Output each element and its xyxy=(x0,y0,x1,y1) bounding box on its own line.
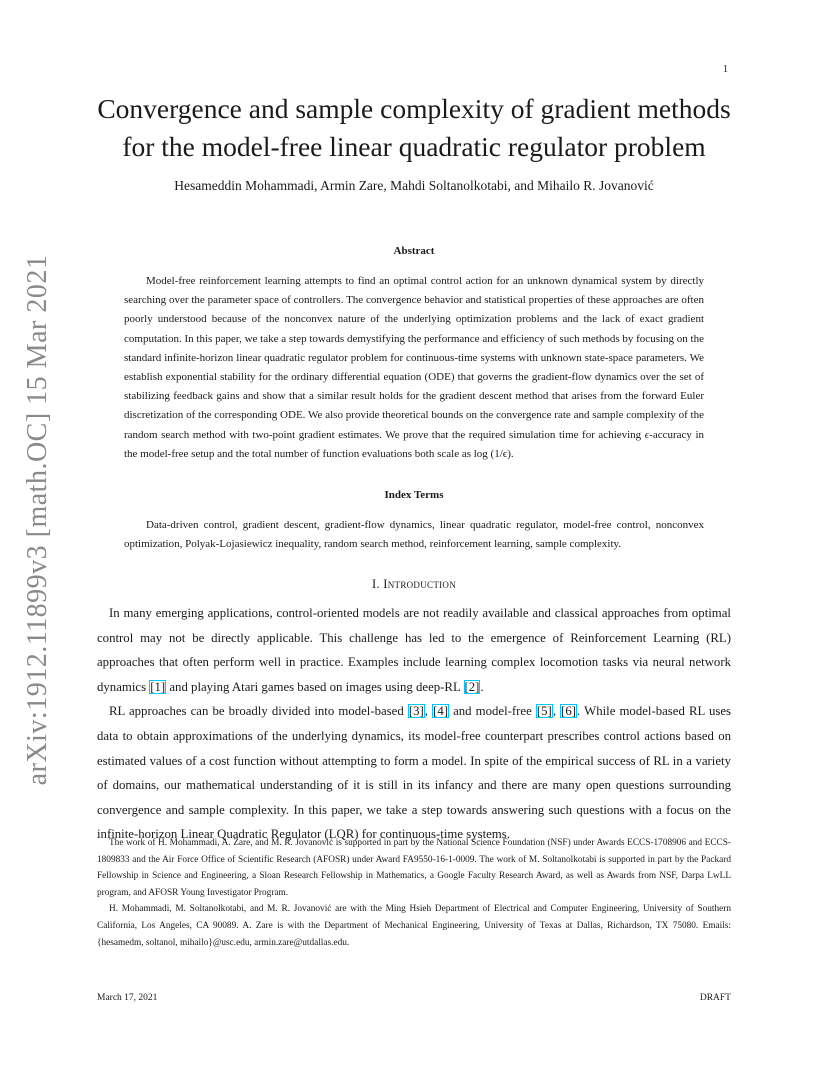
abstract-main: Model-free reinforcement learning attempts to find an optimal control action for an unknown dynamical system by directly searching over the parameter space of controllers. The convergence behavior and statistical properties of these approaches are often poorly understood because of the nonconvex nature of the underlying optimization problems and the lack of exact gradient computation. In this paper, we take a step towards demystifying the performance and efficiency of such methods by focusing on the standard infinite-horizon linear quadratic regulator problem for continuous-time systems with unknown state-space parameters. We establish exponential stability for the ordinary differential equation (ODE) that governs the gradient-flow dynamics over the set of stabilizing feedback gains and show that a similar result holds for the gradient descent method that arises from the forward Euler discretization of the corresponding ODE. We also provide theoretical bounds on the convergence rate and sample complexity of the random search method with two-point gradient estimates. We prove that the required simulation time for achieving xyxy=(124,275,704,441)
abstract-tail: -accuracy in the model-free setup and the total number of function evaluations both scale as xyxy=(124,428,705,460)
title-line-2: for the model-free linear quadratic regulator problem xyxy=(122,131,706,162)
author-list: Hesameddin Mohammadi, Armin Zare, Mahdi Soltanolkotabi, and Mihailo R. Jovanović xyxy=(174,178,654,193)
citation-link-3[interactable]: [3] xyxy=(408,704,424,719)
abstract-heading: Abstract xyxy=(393,245,435,257)
arxiv-identifier-stamp[interactable]: arXiv:1912.11899v3 [math.OC] 15 Mar 2021 xyxy=(22,254,53,786)
title-line-1: Convergence and sample complexity of gradient methods xyxy=(97,93,731,124)
epsilon-symbol: ϵ xyxy=(644,428,650,441)
intro-p1-text-c: . xyxy=(480,679,484,694)
intro-p1-text-b: and playing Atari games based on images using deep-RL xyxy=(166,679,464,694)
paper-title xyxy=(60,90,768,166)
index-terms-text: Data-driven control, gradient descent, gradient-flow dynamics, linear quadratic regulator, model-free control, nonconvex optimization, Polyak-Lojasiewicz inequality, random search method, reinforcement learning, sample complexity. xyxy=(124,519,704,551)
abstract-text xyxy=(124,272,704,464)
intro-p2-separator-2: , xyxy=(552,704,561,719)
citation-link-1[interactable]: [1] xyxy=(150,679,166,694)
index-terms-heading: Index Terms xyxy=(384,489,444,501)
page-number: 1 xyxy=(723,64,728,75)
introduction-heading: I. Introduction xyxy=(371,577,457,591)
intro-paragraph-2 xyxy=(97,699,731,847)
introduction-body xyxy=(97,601,731,847)
footer-draft-label: DRAFT xyxy=(699,993,731,1003)
intro-p2-separator-1: , xyxy=(424,704,433,719)
footer-date: March 17, 2021 xyxy=(97,993,158,1003)
intro-p1-text-a: In many emerging applications, control-oriented models are not readily available and classical approaches from optimal control may not be directly applicable. This challenge has led to the emergence of Reinforcement Learning (RL) approaches that often perform well in practice. Examples include learning complex locomotion tasks via neural network dynamics xyxy=(97,606,731,694)
intro-p2-text-c: . While model-based RL uses data to obtain approximations of the underlying dynamics, its model-free counterpart prescribes control actions based on estimated values of a cost function without attempting to form a model. In spite of the empirical success of RL in a variety of domains, our mathematical understanding of it is still in its infancy and there are many open questions surrounding convergence and sample complexity. In this paper, we take a step towards answering such questions with a focus on the infinite-horizon Linear Quadratic Regulator (LQR) for continuous-time systems. xyxy=(97,704,731,842)
footnotes xyxy=(97,835,731,951)
log-expression: log (1/ϵ) xyxy=(473,447,511,460)
intro-p2-text-b: and model-free xyxy=(448,704,536,719)
intro-p2-text-a: RL approaches can be broadly divided into model-based xyxy=(109,704,408,719)
citation-link-2[interactable]: [2] xyxy=(464,679,480,694)
intro-paragraph-1 xyxy=(97,601,731,699)
citation-link-5[interactable]: [5] xyxy=(536,704,552,719)
citation-link-6[interactable]: [6] xyxy=(561,704,577,719)
footnote-affiliations: H. Mohammadi, M. Soltanolkotabi, and M. R. Jovanović are with the Ming Hsieh Department of Electrical and Computer Engineering, University of Southern California, Los Angeles, CA 90089. A. Zare is with the Department of Mechanical Engineering, University of Texas at Dallas, Richardson, TX 75080. Emails: {hesamedm, soltanol, mihailo}@usc.edu, armin.zare@utdallas.edu. xyxy=(97,904,731,948)
footnote-funding: The work of H. Mohammadi, A. Zare, and M. R. Jovanović is supported in part by the National Science Foundation (NSF) under Awards ECCS-1708906 and ECCS-1809833 and the Air Force Office of Scientific Research (AFOSR) under Award FA9550-16-1-0009. The work of M. Soltanolkotabi is supported in part by the Packard Fellowship in Science and Engineering, a Sloan Research Fellowship in Mathematics, a Google Faculty Research Award, as well as Awards from NSF, Darpa LwLL program, and AFOSR Young Investigator Program. xyxy=(97,838,731,898)
abstract-end: . xyxy=(510,447,514,460)
citation-link-4[interactable]: [4] xyxy=(433,704,448,719)
